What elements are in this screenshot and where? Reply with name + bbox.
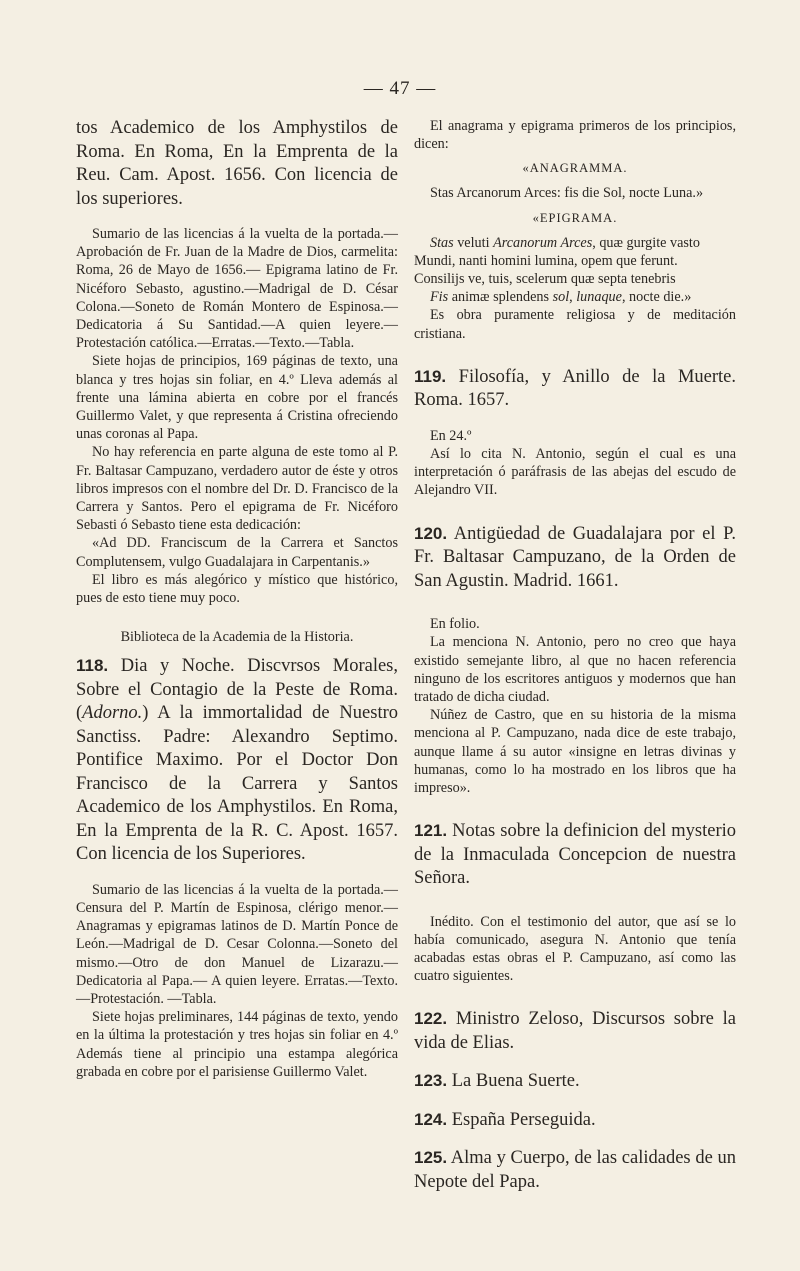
entry-title: La Buena Suerte. [447,1071,580,1092]
comment-paragraph: Es obra puramente religiosa y de meditación cristiana. [414,307,736,342]
description-paragraph: Siete hojas de principios, 169 páginas de texto, una blanca y tres hojas sin foliar, en 4.º Lleva además al frente una lámina abierta en cobre por el francés Guillermo Valet, y que representa á Cristina ofreciendo unas coronas al Papa. [76,353,398,443]
epigram-line-1 [414,234,736,252]
entry-120 [414,522,736,594]
page-number: — 47 — [363,78,437,99]
reference-paragraph: No hay referencia en parte alguna de este tomo al P. Fr. Baltasar Campuzano, verdadero autor de éste y otros libros impresos con el nombre del Dr. D. Francisco de la Carrera y Santos. Pero el epigrama de Fr. Nicéforo Sebasti ó Sebasto tiene esta dedicación: [76,444,398,534]
entry-title: Ministro Zeloso, Discursos sobre la vida de Elias. [414,1009,736,1053]
entry-124 [414,1108,736,1133]
left-column [76,117,398,1081]
anagram-text: Stas Arcanorum Arces: fis die Sol, nocte Luna.» [430,185,704,202]
entry-title-rest: ) A la immortalidad de Nuestro Sanctiss. Padre: Alexandro Septimo. Pontifice Maximo. Por el Doctor Don Francisco de la Carrera y Santos Academico de los Amphystilos. En Roma, En la Emprenta de la R. C. Apost. 1657. Con licencia de los Superiores. [76,703,398,865]
epigram-text: , [569,289,577,306]
epigram-text: animæ splendens [448,289,553,306]
summary-paragraph-118: Sumario de las licencias á la vuelta de la portada.—Censura del P. Martín de Espinosa, clérigo menor.—Anagramas y epigramas latinos de D. Martín Ponce de León.—Madrigal de D. Cesar Colonna.—Soneto del mismo.—Otro de don Manuel de Lizarazu.—Dedicatoria al Papa.— A quien leyere. Erratas.—Texto.—Protestación. —Tabla. [76,881,398,1007]
epigram-line-2: Mundi, nanti homini lumina, opem que ferunt. [414,252,678,269]
entry-number: 123. [414,1071,448,1091]
entry-title: Notas sobre la definicion del mysterio de la Inmaculada Concepcion de nuestra Señora. [414,821,736,889]
entry-title: Dia y Noche. Discvrsos Morales, Sobre el Contagio de la Peste de Roma. ( [76,656,398,724]
epigram-italic: Stas [430,234,454,251]
description-paragraph: Núñez de Castro, que en su historia de la misma menciona al P. Campuzano, nada dice de este trabajo, aunque llame á su autor «insigne en letras divinas y humanas, como lo ha mostrado en los libros que ha impreso». [414,707,736,796]
entry-number: 122. [414,1009,448,1029]
anagram-heading: «ANAGRAMMA. [522,161,628,176]
entry-number: 125. [414,1148,448,1168]
entry-119 [414,365,736,413]
epigram-text: , quæ gurgite vasto [592,234,700,251]
entry-number: 119. [414,366,447,386]
anagram-intro: El anagrama y epigrama primeros de los principios, dicen: [414,118,736,153]
epigram-heading: «EPIGRAMA. [532,210,618,225]
epigram-text: , nocte die.» [621,289,692,306]
entry-123 [414,1069,736,1094]
entry-number: 120. [414,523,448,543]
epigram-italic: Arcanorum Arces [493,234,593,251]
entry-121 [414,819,736,891]
comment-paragraph: El libro es más alegórico y místico que histórico, pues de esto tiene muy poco. [76,571,398,607]
entry-title: Antigüedad de Guadalajara por el P. Fr. Baltasar Campuzano, de la Orden de San Agustin. Madrid. 1661. [414,523,736,591]
entry-title: Filosofía, y Anillo de la Muerte. Roma. 1657. [414,366,736,411]
summary-paragraph: Sumario de las licencias á la vuelta de la portada.—Aprobación de Fr. Juan de la Madre de Dios, carmelita: Roma, 26 de Mayo de 1656.— Epigrama latino de Fr. Nicéforo Sebasto, agustino.—Madrigal de D. César Colona.—Soneto de Román Montero de Espinosa.—Dedicatoria á Su Santidad.—A quien leyere.—Protestación católica.—Erratas.—Texto.—Tabla. [76,226,398,352]
epigram-italic: Fis [430,289,449,306]
epigram-line-3: Consilijs ve, tuis, scelerum quæ septa tenebris [414,271,676,288]
entry-122 [414,1007,736,1055]
entry-title: España Perseguida. [447,1109,596,1130]
epigram-text: veluti [453,234,494,251]
epigram-line-4 [414,288,736,306]
entry-title-italic: Adorno. [82,703,143,724]
epigram-italic: sol [552,289,570,306]
description-paragraph-118: Siete hojas preliminares, 144 páginas de texto, yendo en la última la protestación y tres hojas sin foliar en 4.º Además tiene al principio una estampa alegórica grabada en cobre por el parisiense Guillermo Valet. [76,1009,398,1080]
description-paragraph: La menciona N. Antonio, pero no creo que haya existido semejante libro, al que no hacen referencia ninguno de los escritores antiguos y modernos que han tratado de dicha ciudad. [414,634,736,705]
epigram-italic: lunaque [576,289,622,306]
entry-title: Alma y Cuerpo, de las calidades de un Nepote del Papa. [414,1148,736,1192]
format-note: En folio. [430,616,480,633]
entry-117-continuation: tos Academico de los Amphystilos de Roma. En Roma, En la Emprenta de la Reu. Cam. Apost. 1656. Con licencia de los superiores. [76,118,398,209]
entry-number: 121. [414,821,448,841]
description-paragraph: Inédito. Con el testimonio del autor, que así se lo había comunicado, asegura N. Antonio que tenía acabadas estas obras el P. Campuzano, así como las cuatro siguientes. [414,913,736,985]
library-location: Biblioteca de la Academia de la Historia. [120,629,354,646]
entry-125 [414,1146,736,1194]
entry-number: 124. [414,1109,448,1129]
format-note: En 24.º [430,427,472,444]
entry-number: 118. [76,656,109,676]
right-column [414,117,736,1194]
entry-118 [76,654,398,867]
dedication-quote: «Ad DD. Franciscum de la Carrera et Sanctos Complutensem, vulgo Guadalajara in Carpentanis.» [76,535,398,570]
description-paragraph: Así lo cita N. Antonio, según el cual es una interpretación ó paráfrasis de las abejas del escudo de Alejandro VII. [414,446,736,499]
